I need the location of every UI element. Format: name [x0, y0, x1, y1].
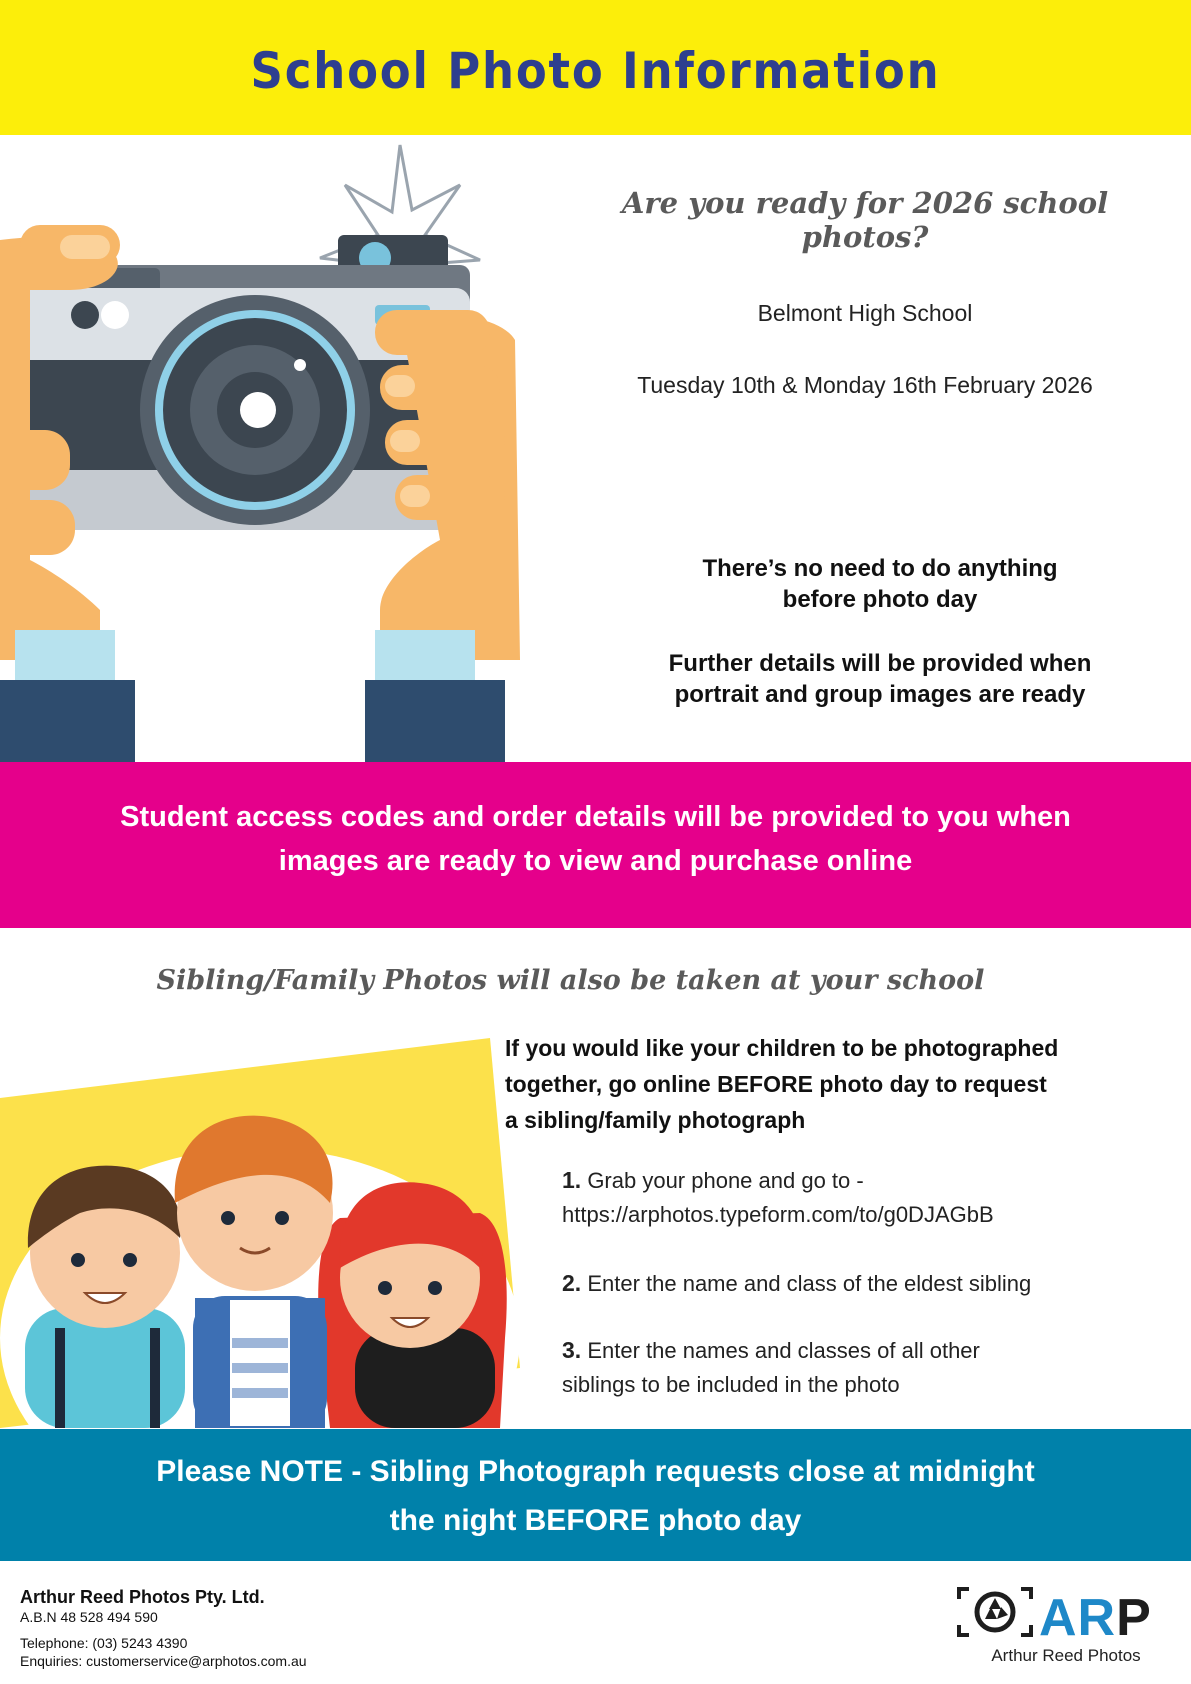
header-band	[0, 0, 1191, 135]
step-2-text: Enter the name and class of the eldest sibling	[587, 1271, 1032, 1296]
deadline-notice	[60, 1447, 1131, 1545]
ready-heading: Are you ready for 2026 school photos?	[621, 186, 1109, 254]
access-codes-line-1: Student access codes and order details will be provided to you when	[120, 801, 1071, 833]
step-2	[562, 1266, 1172, 1301]
photo-dates: Tuesday 10th & Monday 16th February 2026	[637, 372, 1093, 398]
step-3-text-line-1: Enter the names and classes of all other	[587, 1338, 980, 1363]
page-title: School Photo Information	[250, 42, 941, 100]
logo-letters-ar: AR	[1039, 1589, 1117, 1647]
step-1-text: Grab your phone and go to -	[587, 1168, 864, 1193]
no-action-line-1: There’s no need to do anything	[702, 555, 1058, 582]
company-abn: A.B.N 48 528 494 590	[20, 1609, 158, 1625]
school-name: Belmont High School	[757, 300, 973, 326]
access-codes-line-2: images are ready to view and purchase online	[278, 845, 913, 877]
company-enquiries: Enquiries: customerservice@arphotos.com.au	[20, 1653, 307, 1669]
deadline-line-1: Please NOTE - Sibling Photograph requests close at midnight	[156, 1455, 1035, 1488]
sibling-heading: Sibling/Family Photos will also be taken at your school	[156, 965, 985, 996]
sibling-intro-line-3: a sibling/family photograph	[505, 1107, 806, 1133]
access-codes-text	[60, 795, 1131, 883]
svg-text:ARP	[1039, 1589, 1152, 1647]
sibling-intro-line-1: If you would like your children to be photographed	[505, 1035, 1059, 1061]
sibling-intro-line-2: together, go online BEFORE photo day to request	[505, 1071, 1047, 1097]
sibling-intro	[505, 1030, 1185, 1138]
step-3-number: 3.	[562, 1337, 582, 1363]
step-3-text-line-2: siblings to be included in the photo	[562, 1372, 900, 1397]
logo-letter-p: P	[1116, 1589, 1152, 1647]
further-details-line-2: portrait and group images are ready	[674, 681, 1086, 708]
aperture-icon	[959, 1589, 1031, 1635]
step-3	[562, 1333, 1172, 1402]
further-details-notice	[610, 648, 1150, 710]
company-telephone: Telephone: (03) 5243 4390	[20, 1635, 188, 1651]
further-details-line-1: Further details will be provided when	[668, 650, 1092, 677]
no-action-line-2: before photo day	[782, 586, 978, 613]
typeform-link[interactable]: https://arphotos.typeform.com/to/g0DJAGbB	[562, 1202, 994, 1227]
step-2-number: 2.	[562, 1270, 582, 1296]
camera-hands-illustration	[0, 140, 520, 762]
no-action-notice	[610, 553, 1150, 615]
logo-caption: Arthur Reed Photos	[991, 1646, 1141, 1665]
deadline-line-2: the night BEFORE photo day	[389, 1504, 802, 1537]
siblings-illustration	[0, 1038, 520, 1428]
step-1-number: 1.	[562, 1167, 582, 1193]
company-name: Arthur Reed Photos Pty. Ltd.	[20, 1587, 265, 1607]
step-1	[562, 1163, 1172, 1232]
